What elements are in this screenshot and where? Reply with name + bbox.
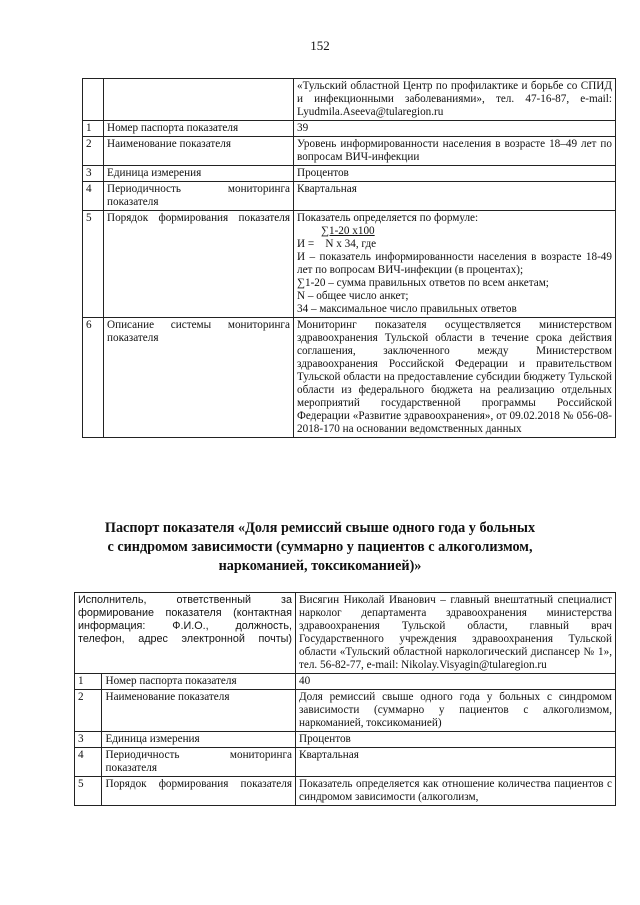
formula-definition: N – общее число анкет;: [297, 290, 409, 302]
heading-line: с синдромом зависимости (суммарно у пациентов с алкоголизмом,: [107, 539, 533, 555]
formula-intro: Показатель определяется по формуле:: [297, 212, 479, 224]
table-row: [83, 166, 616, 182]
row-number: 6: [83, 318, 104, 438]
table-row: [83, 318, 616, 438]
row-number: 2: [83, 137, 104, 166]
row-value: Уровень информированности населения в возрасте 18–49 лет по вопросам ВИЧ-инфекции: [294, 137, 616, 166]
row-value: Процентов: [294, 166, 616, 182]
table-row: [83, 137, 616, 166]
indicator-39-table: [82, 78, 616, 438]
heading-line: наркоманией, токсикоманией)»: [218, 558, 422, 574]
page-number: 152: [310, 38, 330, 53]
row-number: 1: [83, 121, 104, 137]
row-value: Мониторинг показателя осуществляется министерством здравоохранения Тульской области в течение срока действия соглашения, заключенного между Министерством здравоохранения Российской Федерации и правительством Тульской области на предоставление субсидии бюджету Тульской области из федерального бюджета на реализацию отдельных мероприятий государственной программы Российской Федерации «Развитие здравоохранения», от 09.02.2018 № 056-08-2018-170 на основании ведомственных данных: [294, 318, 616, 438]
row-label: Номер паспорта показателя: [102, 674, 296, 690]
table-row: [75, 674, 616, 690]
row-number: 4: [75, 748, 102, 777]
row-number: 5: [83, 211, 104, 318]
row-label: Наименование показателя: [102, 690, 296, 732]
formula: [297, 225, 612, 251]
formula-equation: И = N х 34, где: [297, 238, 377, 250]
row-number: 5: [75, 777, 102, 806]
row-number: 3: [83, 166, 104, 182]
row-label: Единица измерения: [104, 166, 294, 182]
row-label: Периодичность мониторинга показателя: [104, 182, 294, 211]
section-heading: [0, 519, 640, 576]
indicator-40-table: [74, 592, 616, 806]
row-number: 2: [75, 690, 102, 732]
row-value: Квартальная: [294, 182, 616, 211]
table-row: [75, 748, 616, 777]
table-row: [83, 211, 616, 318]
row-value: 40: [296, 674, 616, 690]
heading-line: Паспорт показателя «Доля ремиссий свыше одного года у больных: [104, 520, 536, 536]
row-number: 4: [83, 182, 104, 211]
row-label: Описание системы мониторинга показателя: [104, 318, 294, 438]
executor-label: Исполнитель, ответственный за формирование показателя (контактная информация: Ф.И.О., должность, телефон, адрес электронной почты): [75, 593, 296, 674]
formula-definition: 34 – максимальное число правильных ответов: [297, 303, 517, 315]
table-row: [75, 777, 616, 806]
row-label: Периодичность мониторинга показателя: [102, 748, 296, 777]
formula-numerator: ∑1-20 х100: [321, 225, 375, 237]
formula-definition: И – показатель информированности населения в возрасте 18-49 лет по вопросам ВИЧ-инфекции (в процентах);: [297, 251, 612, 276]
table-row: [83, 121, 616, 137]
organization-contact: «Тульский областной Центр по профилактике и борьбе со СПИД и инфекционными заболеваниями», тел. 47-16-87, e-mail: Lyudmila.Aseeva@tularegion.ru: [294, 79, 616, 121]
row-label: Единица измерения: [102, 732, 296, 748]
row-value: Показатель определяется как отношение количества пациентов с синдромом зависимости (алкоголизм,: [296, 777, 616, 806]
formula-definition: ∑1-20 – сумма правильных ответов по всем анкетам;: [297, 277, 549, 289]
row-value: 39: [294, 121, 616, 137]
table-row: [75, 732, 616, 748]
executor-contact: Висягин Николай Иванович – главный внештатный специалист нарколог департамента здравоохранения министерства здравоохранения Тульской области, главный врач Государственного учреждения здравоохранения Тульской области «Тульский областной наркологический диспансер № 1», тел. 56-82-77, e-mail: Nikolay.Visyagin@tularegion.ru: [296, 593, 616, 674]
row-label: Номер паспорта показателя: [104, 121, 294, 137]
formula-cell: [294, 211, 616, 318]
empty-cell: [83, 79, 104, 121]
table-row: [75, 690, 616, 732]
row-number: 1: [75, 674, 102, 690]
table-row: [83, 182, 616, 211]
row-value: Процентов: [296, 732, 616, 748]
table-row: [75, 593, 616, 674]
row-number: 3: [75, 732, 102, 748]
row-value: Квартальная: [296, 748, 616, 777]
row-value: Доля ремиссий свыше одного года у больных с синдромом зависимости (суммарно у пациентов с алкоголизмом, наркоманией, токсикоманией): [296, 690, 616, 732]
row-label: Наименование показателя: [104, 137, 294, 166]
row-label: Порядок формирования показателя: [104, 211, 294, 318]
empty-cell: [104, 79, 294, 121]
table-row: [83, 79, 616, 121]
row-label: Порядок формирования показателя: [102, 777, 296, 806]
